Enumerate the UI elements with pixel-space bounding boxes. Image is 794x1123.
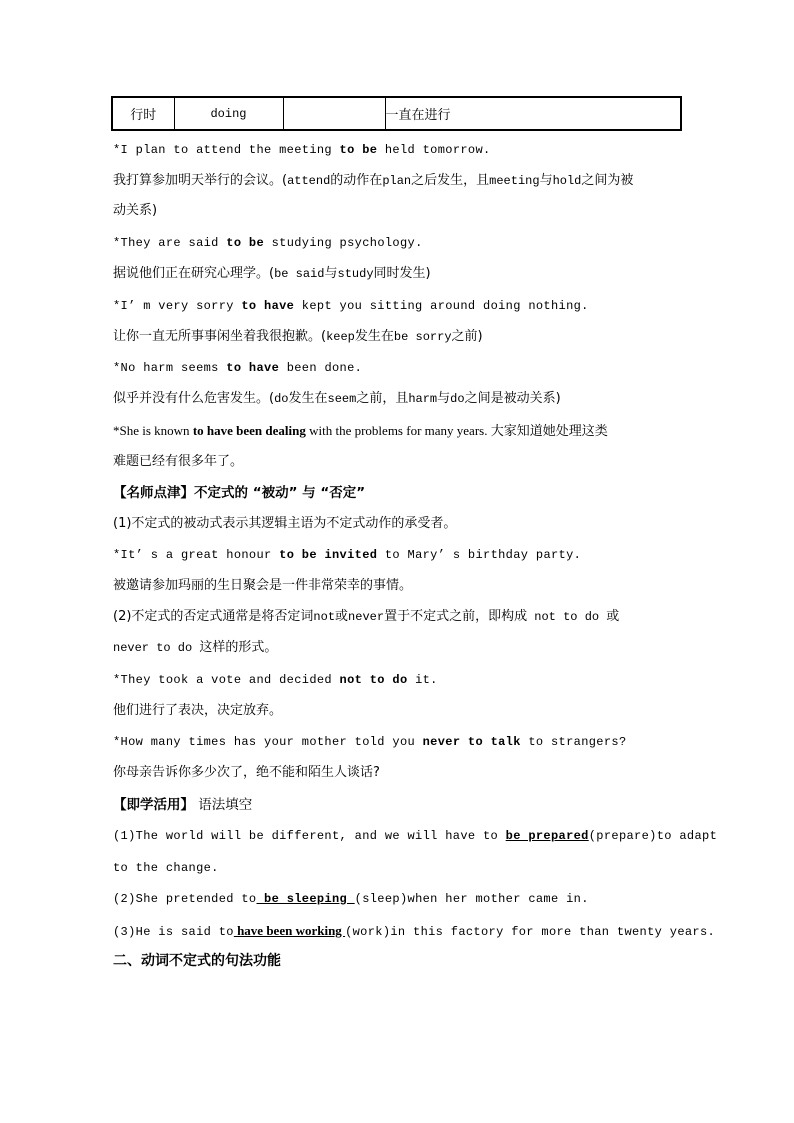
translation-6: 被邀请参加玛丽的生日聚会是一件非常荣幸的事情。: [113, 578, 413, 593]
answer-3: have been working: [233, 923, 346, 938]
table-cell-meaning: 一直在进行: [385, 97, 681, 130]
translation-4: 似乎并没有什么危害发生。(do发生在seem之前，且harm与do之间是被动关系): [113, 391, 561, 406]
translation-3: 让你一直无所事事闲坐着我很抱歉。(keep发生在be sorry之前): [113, 329, 483, 344]
example-5: *She is known to have been dealing with the problems for many years. 大家知道她处理这类: [113, 423, 608, 439]
answer-2: be sleeping: [256, 892, 355, 906]
practice-title: 语法填空: [194, 797, 253, 813]
translation-8: 你母亲告诉你多少次了，绝不能和陌生人谈话?: [113, 765, 380, 780]
section-heading: 二、动词不定式的句法功能: [113, 953, 281, 969]
translation-7: 他们进行了表决，决定放弃。: [113, 703, 283, 718]
question-2: (2)She pretended to be sleeping (sleep)when her mother came in.: [113, 892, 589, 906]
example-6: *It’ s a great honour to be invited to Mary’ s birthday party.: [113, 548, 582, 562]
point-2: (2)不定式的否定式通常是将否定词not或never置于不定式之前，即构成 not to do 或: [113, 609, 620, 624]
tip-title: 不定式的 “被动” 与 “否定”: [194, 485, 366, 501]
point-1: (1)不定式的被动式表示其逻辑主语为不定式动作的承受者。: [113, 516, 457, 531]
practice-heading: [113, 794, 252, 815]
example-2: *They are said to be studying psychology.: [113, 236, 423, 250]
example-7: *They took a vote and decided not to do it.: [113, 673, 438, 687]
translation-5-cont: 难题已经有很多年了。: [113, 454, 244, 469]
practice-bracket: 【即学活用】: [113, 797, 194, 813]
translation-2: 据说他们正在研究心理学。(be said与study同时发生): [113, 266, 431, 281]
example-3: *I’ m very sorry to have kept you sitting around doing nothing.: [113, 299, 589, 313]
example-8: *How many times has your mother told you never to talk to strangers?: [113, 735, 627, 749]
tense-table: [111, 96, 682, 131]
table-cell-form: doing: [174, 97, 283, 130]
table-cell-tense: 行时: [112, 97, 174, 130]
point-2-cont: never to do 这样的形式。: [113, 640, 278, 655]
answer-1: be prepared: [505, 829, 589, 843]
tip-bracket: 【名师点津】: [113, 485, 194, 501]
tip-heading: [113, 483, 365, 503]
question-1-cont: to the change.: [113, 861, 219, 875]
question-3: (3)He is said to have been working (work)in this factory for more than twenty years.: [113, 923, 716, 939]
table-row: [112, 97, 681, 130]
translation-1-cont: 动关系): [113, 203, 158, 218]
question-1: (1)The world will be different, and we will have to be prepared(prepare)to adapt: [113, 829, 718, 843]
example-4: *No harm seems to have been done.: [113, 361, 363, 375]
table-cell-empty: [283, 97, 385, 130]
example-1: *I plan to attend the meeting to be held tomorrow.: [113, 143, 491, 157]
translation-1: 我打算参加明天举行的会议。(attend的动作在plan之后发生，且meeting与hold之间为被: [113, 173, 634, 188]
